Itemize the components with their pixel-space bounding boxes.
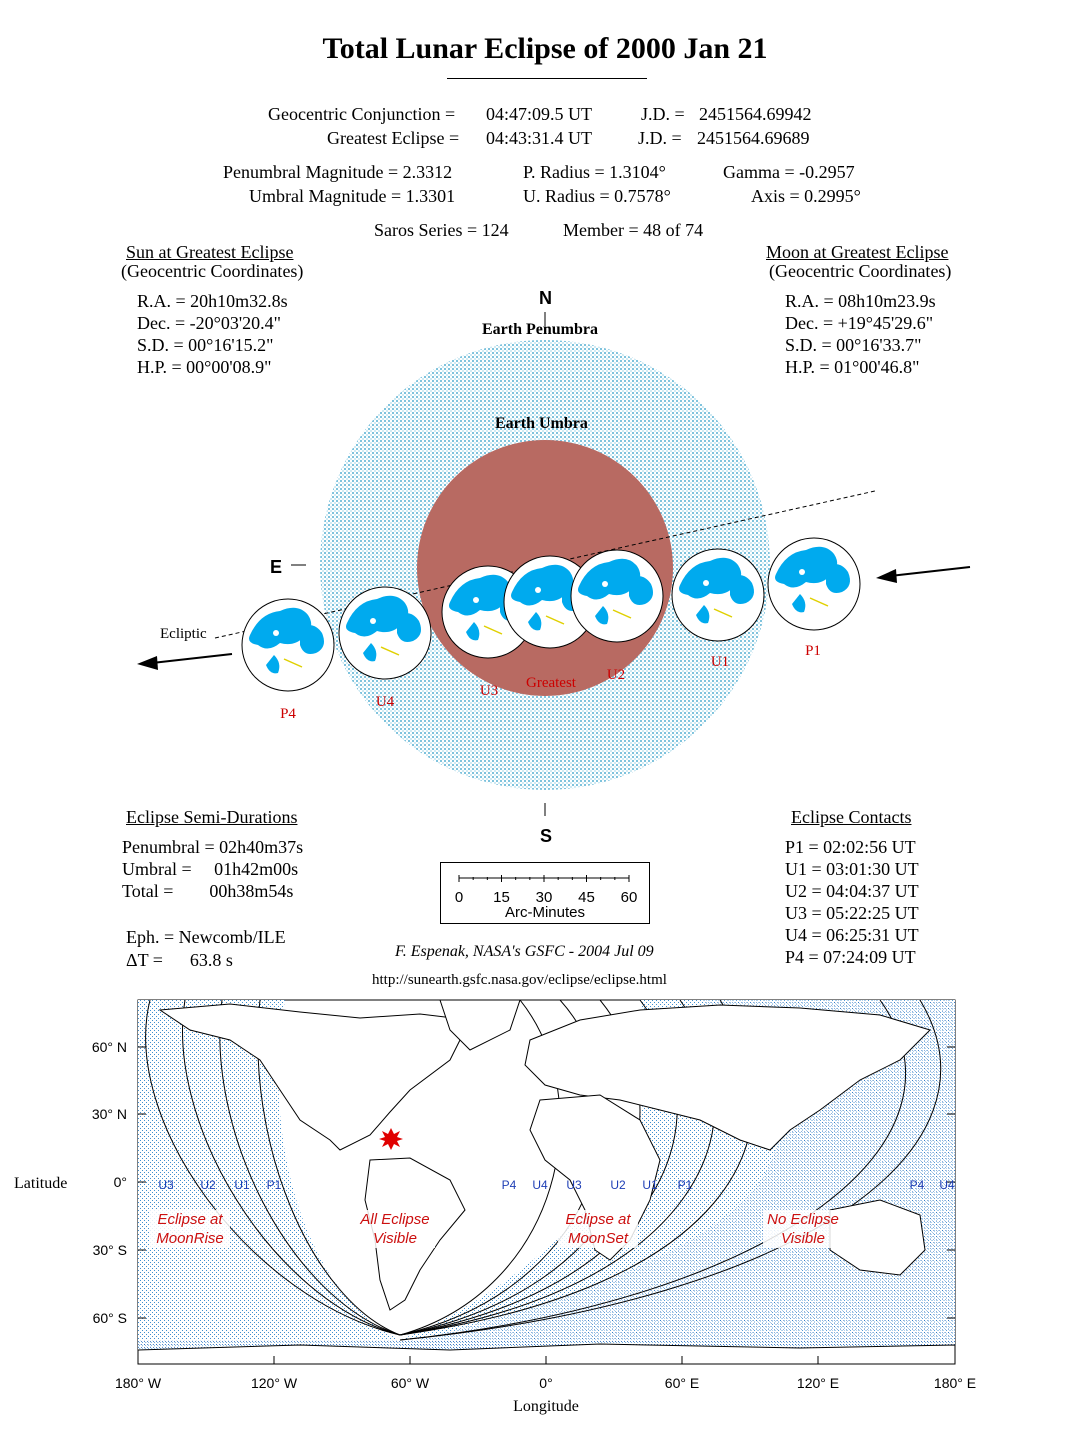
sun-subtitle: (Geocentric Coordinates) (121, 261, 304, 281)
map-contact-left-u3: U3 (158, 1178, 174, 1192)
credit: F. Espenak, NASA's GSFC - 2004 Jul 09 (395, 943, 654, 960)
sun-title: Sun at Greatest Eclipse (126, 242, 294, 262)
scale-tick-label: 45 (578, 889, 595, 906)
scale-box (440, 862, 650, 924)
moon-label-u4: U4 (375, 694, 395, 710)
svg-text:Visible: Visible (781, 1230, 825, 1247)
semi-duration-total: Total = 00h38m54s (122, 881, 294, 901)
semi-duration-umbral: Umbral = 01h42m00s (122, 859, 299, 879)
zone-label-moonrise (150, 1210, 230, 1248)
moon-p1 (768, 538, 860, 630)
conjunction-time: 04:47:09.5 UT (486, 104, 592, 124)
delta-t: ΔT = 63.8 s (126, 950, 233, 970)
saros-series: Saros Series = 124 (374, 220, 509, 240)
contact-u4: U4 = 06:25:31 UT (785, 925, 919, 945)
conjunction-jd: 2451564.69942 (699, 104, 812, 124)
map-contact-left-u2: U2 (200, 1178, 216, 1192)
svg-text:Visible: Visible (373, 1230, 417, 1247)
url: http://sunearth.gsfc.nasa.gov/eclipse/eclipse.html (372, 972, 667, 988)
sun-sd: S.D. = 00°16'15.2" (137, 335, 274, 355)
moon-path-arrow-left (137, 654, 232, 670)
conjunction-jd-label: J.D. = (641, 104, 685, 124)
moon-p4 (242, 599, 334, 691)
scale-tick-label: 15 (493, 889, 510, 906)
zone-label-all-visible (355, 1210, 435, 1248)
map-contact-right-p4: P4 (909, 1178, 925, 1192)
map-contact-mid-u3: U3 (566, 1178, 582, 1192)
moon-label-greatest: Greatest (526, 675, 576, 691)
sun-hp: H.P. = 00°00'08.9" (137, 357, 272, 377)
umbra-label: Earth Umbra (495, 415, 588, 432)
greatest-jd: 2451564.69689 (697, 128, 810, 148)
u-radius: U. Radius = 0.7578° (523, 186, 671, 206)
page-title: Total Lunar Eclipse of 2000 Jan 21 (322, 32, 768, 65)
umbral-magnitude: Umbral Magnitude = 1.3301 (249, 186, 456, 206)
penumbra-label: Earth Penumbra (482, 321, 598, 338)
contacts-title: Eclipse Contacts (791, 807, 912, 827)
p-radius: P. Radius = 1.3104° (523, 162, 666, 182)
moon-label-u3: U3 (479, 683, 499, 699)
map-contact-mid-p4: P4 (501, 1178, 517, 1192)
ecliptic-label: Ecliptic (160, 626, 207, 642)
moon-hp: H.P. = 01°00'46.8" (785, 357, 920, 377)
moon-label-p4: P4 (280, 706, 296, 722)
scale-tick-label: 0 (454, 889, 464, 906)
lat-tick-label: 60° S (92, 1310, 127, 1326)
map-contact-mid-u2: U2 (610, 1178, 626, 1192)
visibility-map (0, 990, 1081, 1430)
sun-dec: Dec. = -20°03'20.4" (137, 313, 281, 333)
east-label: E (270, 557, 283, 577)
svg-text:All Eclipse: All Eclipse (360, 1211, 430, 1228)
scale-label: Arc-Minutes (504, 904, 586, 921)
zone-label-moonset (558, 1210, 638, 1248)
contact-u3: U3 = 05:22:25 UT (785, 903, 919, 923)
contact-u1: U1 = 03:01:30 UT (785, 859, 919, 879)
axis: Axis = 0.2995° (751, 186, 861, 206)
lon-tick-label: 60° E (664, 1375, 700, 1391)
map-contact-mid-u4: U4 (532, 1178, 548, 1192)
svg-text:Eclipse at: Eclipse at (157, 1211, 223, 1228)
lat-tick-label: 0° (113, 1174, 127, 1190)
conjunction-label: Geocentric Conjunction = (268, 104, 456, 124)
map-contact-mid-p1: P1 (677, 1178, 693, 1192)
contact-u2: U2 = 04:04:37 UT (785, 881, 919, 901)
zone-label-no-eclipse (763, 1210, 843, 1248)
greatest-jd-label: J.D. = (638, 128, 682, 148)
svg-text:MoonRise: MoonRise (156, 1230, 224, 1247)
moon-u4 (339, 587, 431, 679)
moon-path-arrow-right (876, 567, 970, 583)
lon-tick-label: 180° W (114, 1375, 162, 1391)
moon-sd: S.D. = 00°16'33.7" (785, 335, 922, 355)
moon-label-u2: U2 (606, 667, 626, 683)
svg-text:Eclipse at: Eclipse at (565, 1211, 631, 1228)
lat-tick-label: 30° N (91, 1106, 127, 1122)
south-label: S (540, 826, 553, 846)
title-rule (447, 78, 647, 79)
map-contact-mid-u1: U1 (642, 1178, 658, 1192)
north-label: N (539, 288, 552, 308)
gamma: Gamma = -0.2957 (723, 162, 855, 182)
moon-label-u1: U1 (710, 654, 730, 670)
semi-duration-penumbral: Penumbral = 02h40m37s (122, 837, 304, 857)
svg-text:No Eclipse: No Eclipse (767, 1211, 839, 1228)
lat-tick-label: 60° N (91, 1039, 127, 1055)
greatest-eclipse-marker (379, 1128, 403, 1150)
lon-tick-label: 120° E (796, 1375, 840, 1391)
moon-label-p1: P1 (805, 643, 821, 659)
lon-tick-label: 180° E (933, 1375, 977, 1391)
lon-tick-label: 120° W (250, 1375, 298, 1391)
moon-subtitle: (Geocentric Coordinates) (769, 261, 952, 281)
lat-tick-label: 30° S (92, 1242, 127, 1258)
saros-member: Member = 48 of 74 (563, 220, 704, 240)
map-contact-right-u4: U4 (939, 1178, 955, 1192)
sun-ra: R.A. = 20h10m32.8s (137, 291, 288, 311)
semi-durations-title: Eclipse Semi-Durations (126, 807, 298, 827)
greatest-time: 04:43:31.4 UT (486, 128, 592, 148)
moon-dec: Dec. = +19°45'29.6" (785, 313, 934, 333)
map-ylabel: Latitude (14, 1175, 68, 1192)
map-contact-left-p1: P1 (266, 1178, 282, 1192)
eclipse-diagram (0, 280, 1081, 850)
scale-bar (441, 863, 649, 923)
moon-u2 (571, 550, 663, 642)
lon-tick-label: 0° (539, 1375, 553, 1391)
moon-u1 (672, 549, 764, 641)
scale-tick-label: 30 (535, 889, 553, 906)
map-contact-left-u1: U1 (234, 1178, 250, 1192)
ephemeris: Eph. = Newcomb/ILE (126, 927, 286, 947)
moon-title: Moon at Greatest Eclipse (766, 242, 949, 262)
map-xlabel: Longitude (513, 1398, 579, 1415)
moon-ra: R.A. = 08h10m23.9s (785, 291, 936, 311)
lon-tick-label: 60° W (390, 1375, 430, 1391)
penumbral-magnitude: Penumbral Magnitude = 2.3312 (223, 162, 453, 182)
scale-tick-label: 60 (620, 889, 638, 906)
greatest-label: Greatest Eclipse = (327, 128, 460, 148)
contact-p4: P4 = 07:24:09 UT (785, 947, 916, 967)
svg-text:MoonSet: MoonSet (567, 1230, 629, 1247)
contact-p1: P1 = 02:02:56 UT (785, 837, 916, 857)
